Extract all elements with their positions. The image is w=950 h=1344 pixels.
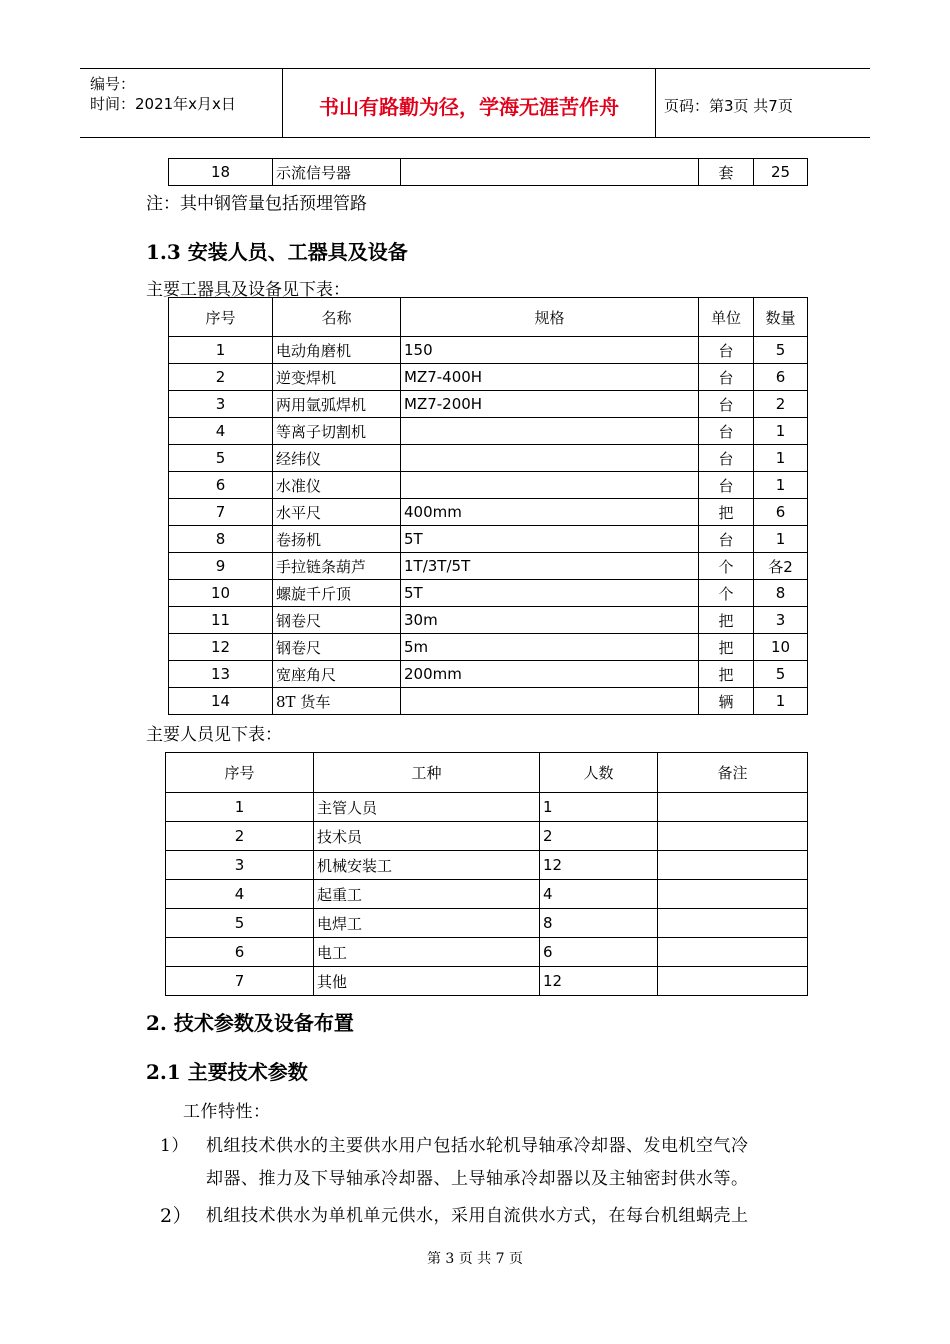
cell-name: 钢卷尺 — [273, 634, 401, 661]
table-row — [169, 159, 808, 186]
cell-spec — [401, 159, 699, 186]
table-row — [169, 634, 808, 661]
cell-no: 4 — [166, 880, 314, 909]
cell-no: 9 — [169, 553, 273, 580]
cell-no: 5 — [169, 445, 273, 472]
cell-qty: 各2 — [754, 553, 808, 580]
staff-table-body — [166, 793, 808, 996]
cell-unit: 把 — [699, 607, 754, 634]
list-item-text: 却器、推力及下导轴承冷却器、上导轴承冷却器以及主轴密封供水等。 — [206, 1169, 749, 1189]
cell-unit: 台 — [699, 391, 754, 418]
cell-unit: 把 — [699, 634, 754, 661]
header-cell: 名称 — [273, 298, 401, 337]
cell-count: 12 — [540, 851, 658, 880]
cell-name: 电动角磨机 — [273, 337, 401, 364]
cell-qty: 1 — [754, 472, 808, 499]
table-row — [166, 967, 808, 996]
table-row — [169, 661, 808, 688]
cell-qty: 1 — [754, 445, 808, 472]
table-row — [169, 364, 808, 391]
table-row — [169, 445, 808, 472]
header-cell: 规格 — [401, 298, 699, 337]
cell-spec: 400mm — [401, 499, 699, 526]
header-left — [80, 69, 282, 137]
cell-type: 起重工 — [314, 880, 540, 909]
cell-name: 手拉链条葫芦 — [273, 553, 401, 580]
cell-no: 5 — [166, 909, 314, 938]
table-row — [166, 909, 808, 938]
cell-no: 2 — [166, 822, 314, 851]
page-header — [80, 68, 870, 138]
cell-type: 技术员 — [314, 822, 540, 851]
header-cell: 序号 — [169, 298, 273, 337]
cell-no: 2 — [169, 364, 273, 391]
cell-remark — [658, 880, 808, 909]
cell-unit: 个 — [699, 553, 754, 580]
cell-spec: 1T/3T/5T — [401, 553, 699, 580]
cell-name: 经纬仪 — [273, 445, 401, 472]
cell-remark — [658, 822, 808, 851]
cell-count: 4 — [540, 880, 658, 909]
cell-unit: 辆 — [699, 688, 754, 715]
tools-table-body — [169, 337, 808, 715]
cell-qty: 5 — [754, 661, 808, 688]
page-footer: 第 3 页 共 7 页 — [426, 1251, 524, 1267]
cell-spec: MZ7-400H — [401, 364, 699, 391]
cell-spec: MZ7-200H — [401, 391, 699, 418]
table-row — [169, 526, 808, 553]
cell-spec: 150 — [401, 337, 699, 364]
staff-table — [165, 752, 808, 996]
cell-no: 1 — [166, 793, 314, 822]
time-label: 时间：2021年x月x日 — [90, 95, 236, 113]
cell-no: 1 — [169, 337, 273, 364]
cell-no: 6 — [166, 938, 314, 967]
cell-qty: 3 — [754, 607, 808, 634]
note-text: 注：其中钢管量包括预埋管路 — [146, 194, 367, 214]
table-row — [166, 851, 808, 880]
cell-qty: 1 — [754, 526, 808, 553]
material-table-tail — [168, 158, 808, 186]
cell-no: 13 — [169, 661, 273, 688]
work-characteristics-label: 工作特性： — [183, 1102, 271, 1122]
cell-type: 其他 — [314, 967, 540, 996]
table-row — [169, 607, 808, 634]
staff-intro: 主要人员见下表： — [146, 725, 282, 745]
cell-qty: 25 — [754, 159, 808, 186]
header-cell: 备注 — [658, 753, 808, 793]
cell-unit: 台 — [699, 445, 754, 472]
table-row — [169, 391, 808, 418]
list-marker: 2） — [160, 1205, 193, 1227]
cell-unit: 把 — [699, 499, 754, 526]
cell-count: 6 — [540, 938, 658, 967]
cell-no: 4 — [169, 418, 273, 445]
cell-unit: 个 — [699, 580, 754, 607]
cell-remark — [658, 909, 808, 938]
cell-unit: 台 — [699, 364, 754, 391]
table-row — [169, 688, 808, 715]
cell-no: 14 — [169, 688, 273, 715]
cell-no: 6 — [169, 472, 273, 499]
cell-qty: 8 — [754, 580, 808, 607]
cell-name: 等离子切割机 — [273, 418, 401, 445]
cell-no: 12 — [169, 634, 273, 661]
cell-name: 宽座角尺 — [273, 661, 401, 688]
cell-spec: 30m — [401, 607, 699, 634]
cell-spec: 5m — [401, 634, 699, 661]
cell-name: 水平尺 — [273, 499, 401, 526]
table-header-row — [166, 753, 808, 793]
cell-no: 8 — [169, 526, 273, 553]
cell-spec — [401, 472, 699, 499]
cell-no: 11 — [169, 607, 273, 634]
cell-count: 8 — [540, 909, 658, 938]
header-motto: 书山有路勤为径，学海无涯苦作舟 — [319, 95, 619, 119]
cell-count: 12 — [540, 967, 658, 996]
cell-qty: 5 — [754, 337, 808, 364]
cell-name: 钢卷尺 — [273, 607, 401, 634]
cell-qty: 2 — [754, 391, 808, 418]
cell-qty: 1 — [754, 418, 808, 445]
page-indicator: 页码：第3页 共7页 — [664, 97, 793, 115]
table-row — [169, 553, 808, 580]
cell-count: 2 — [540, 822, 658, 851]
table-row — [166, 938, 808, 967]
cell-qty: 6 — [754, 364, 808, 391]
cell-name: 螺旋千斤顶 — [273, 580, 401, 607]
header-center — [282, 69, 656, 137]
cell-remark — [658, 967, 808, 996]
cell-spec: 5T — [401, 580, 699, 607]
cell-no: 7 — [166, 967, 314, 996]
cell-remark — [658, 851, 808, 880]
table-row — [169, 499, 808, 526]
cell-name: 水准仪 — [273, 472, 401, 499]
cell-unit: 套 — [699, 159, 754, 186]
table-row — [166, 880, 808, 909]
cell-unit: 台 — [699, 418, 754, 445]
header-cell: 数量 — [754, 298, 808, 337]
table-row — [166, 793, 808, 822]
list-item-text: 机组技术供水的主要供水用户包括水轮机导轴承冷却器、发电机空气冷 — [206, 1136, 749, 1156]
section-heading-1-3: 1.3 安装人员、工器具及设备 — [146, 240, 408, 264]
table-header-row — [169, 298, 808, 337]
header-cell: 单位 — [699, 298, 754, 337]
cell-unit: 台 — [699, 472, 754, 499]
cell-spec — [401, 688, 699, 715]
cell-qty: 10 — [754, 634, 808, 661]
header-cell: 序号 — [166, 753, 314, 793]
cell-qty: 1 — [754, 688, 808, 715]
tools-intro: 主要工器具及设备见下表： — [146, 280, 350, 300]
table-row — [166, 822, 808, 851]
cell-unit: 台 — [699, 337, 754, 364]
cell-type: 电焊工 — [314, 909, 540, 938]
cell-no: 10 — [169, 580, 273, 607]
cell-no: 7 — [169, 499, 273, 526]
table-row — [169, 418, 808, 445]
list-marker: 1） — [160, 1136, 189, 1156]
table-row — [169, 337, 808, 364]
cell-name: 两用氩弧焊机 — [273, 391, 401, 418]
code-label: 编号： — [90, 75, 136, 93]
table-row — [169, 580, 808, 607]
cell-name: 示流信号器 — [273, 159, 401, 186]
table-row — [169, 472, 808, 499]
cell-type: 机械安装工 — [314, 851, 540, 880]
cell-spec — [401, 418, 699, 445]
cell-no: 3 — [166, 851, 314, 880]
header-right — [656, 69, 870, 137]
cell-no: 18 — [169, 159, 273, 186]
cell-qty: 6 — [754, 499, 808, 526]
list-item-text: 机组技术供水为单机单元供水，采用自流供水方式，在每台机组蜗壳上 — [206, 1206, 749, 1226]
cell-remark — [658, 793, 808, 822]
cell-unit: 台 — [699, 526, 754, 553]
section-heading-2-1: 2.1 主要技术参数 — [146, 1060, 308, 1084]
header-cell: 人数 — [540, 753, 658, 793]
cell-count: 1 — [540, 793, 658, 822]
cell-no: 3 — [169, 391, 273, 418]
cell-type: 主管人员 — [314, 793, 540, 822]
section-heading-2: 2. 技术参数及设备布置 — [146, 1011, 354, 1035]
cell-name: 8T 货车 — [273, 688, 401, 715]
cell-spec: 200mm — [401, 661, 699, 688]
cell-spec: 5T — [401, 526, 699, 553]
tools-table — [168, 297, 808, 715]
cell-unit: 把 — [699, 661, 754, 688]
cell-remark — [658, 938, 808, 967]
cell-name: 逆变焊机 — [273, 364, 401, 391]
cell-spec — [401, 445, 699, 472]
cell-type: 电工 — [314, 938, 540, 967]
header-cell: 工种 — [314, 753, 540, 793]
cell-name: 卷扬机 — [273, 526, 401, 553]
